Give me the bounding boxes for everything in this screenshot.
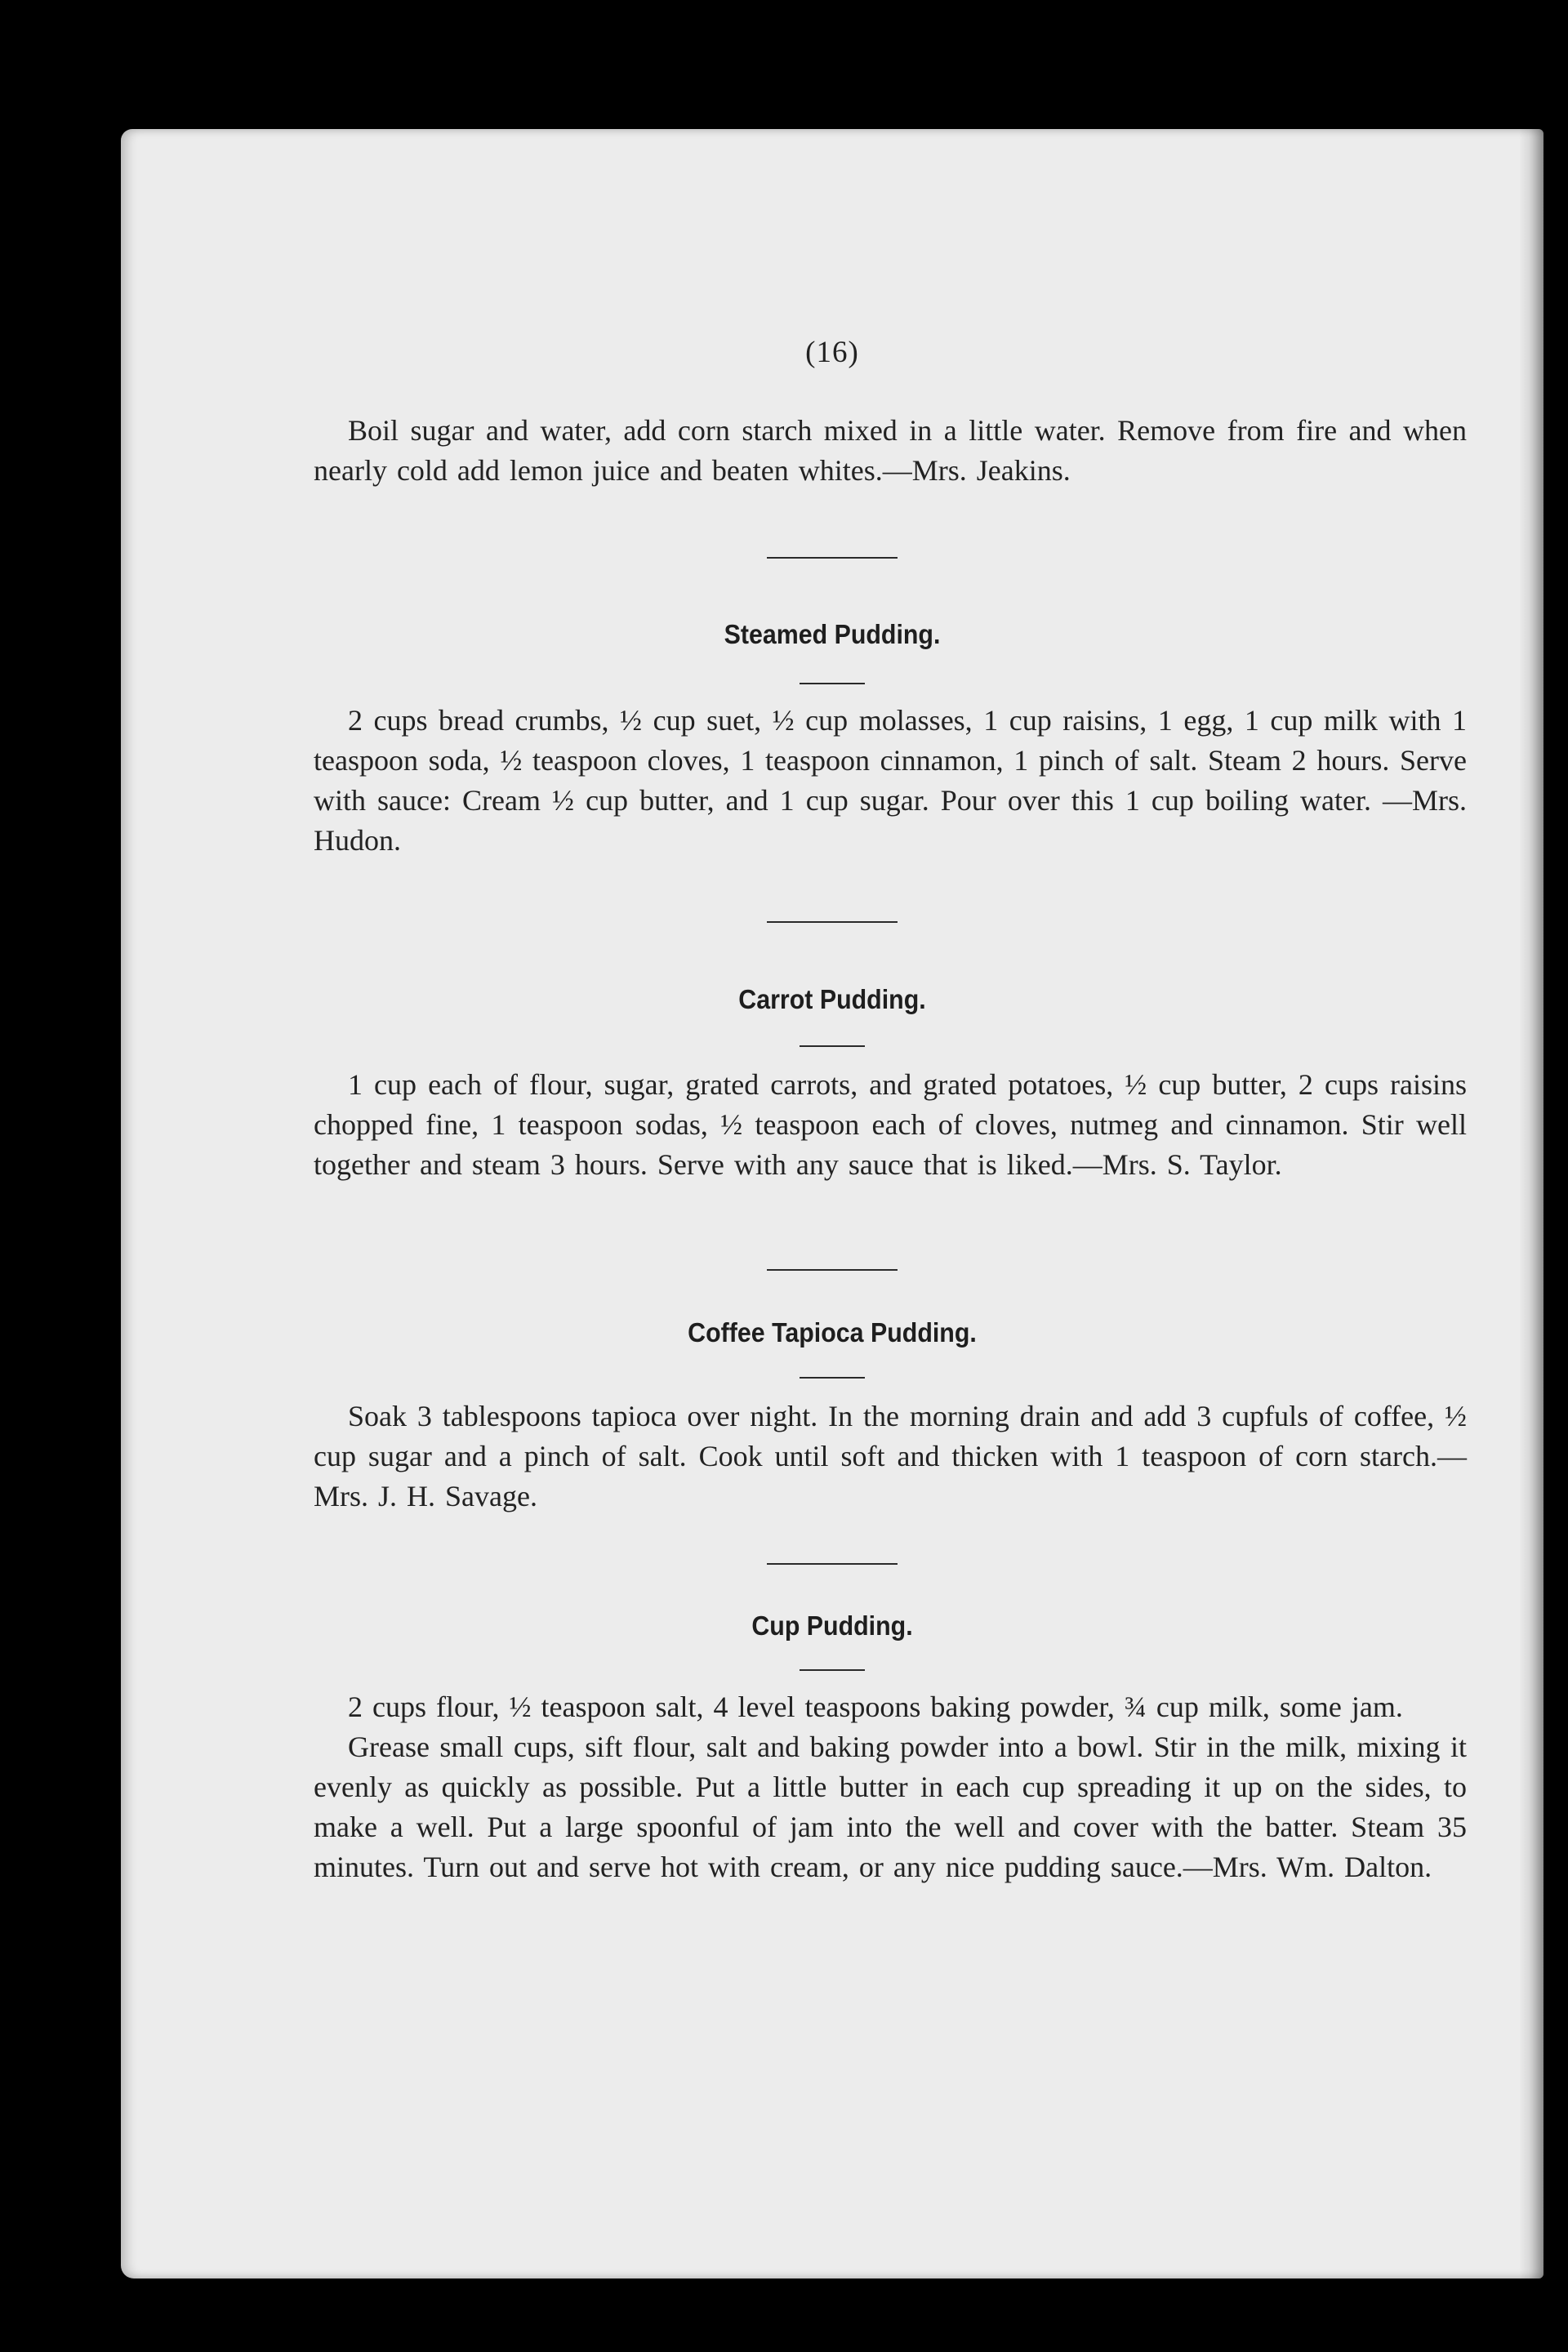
recipe-title-cup-pudding: Cup Pudding. [751,1610,913,1641]
page-number: (16) [805,336,859,369]
recipe-title-carrot-pudding: Carrot Pudding. [738,984,926,1014]
intro-paragraph-block [314,411,1467,491]
recipe-title-steamed-pudding: Steamed Pudding. [724,619,941,649]
section-separator [767,921,898,923]
recipe-body-carrot-pudding [314,1065,1467,1185]
recipe-body-coffee-tapioca-pudding [314,1396,1467,1517]
page-spine-shadow [1519,129,1544,2278]
recipe-body-cup-pudding [314,1687,1467,1887]
intro-paragraph: Boil sugar and water, add corn starch mixed in a little water. Remove from fire and when nearly cold add lemon juice and beaten whites.—Mrs. Jeakins. [314,414,1467,487]
section-separator [767,557,898,559]
recipe-paragraph: 1 cup each of flour, sugar, grated carrots, and grated potatoes, ½ cup butter, 2 cups raisins chopped fine, 1 teaspoon sodas, ½ teaspoon each of cloves, nutmeg and cinnamon. Stir well together and steam 3 hours. Serve with any sauce that is liked.—Mrs. S. Taylor. [314,1068,1467,1181]
section-separator [767,1563,898,1565]
title-underline [800,1045,865,1047]
section-separator [767,1269,898,1271]
recipe-title-coffee-tapioca-pudding: Coffee Tapioca Pudding. [688,1317,977,1348]
recipe-paragraph: Soak 3 tablespoons tapioca over night. In the morning drain and add 3 cupfuls of coffee, ½ cup sugar and a pinch of salt. Cook until soft and thicken with 1 teaspoon of corn starch.—Mrs. J. H. Savage. [314,1400,1467,1512]
title-underline [800,1669,865,1671]
recipe-paragraph: 2 cups flour, ½ teaspoon salt, 4 level teaspoons baking powder, ¾ cup milk, some jam. [348,1690,1403,1723]
title-underline [800,1377,865,1379]
book-page [121,129,1544,2278]
recipe-paragraph: 2 cups bread crumbs, ½ cup suet, ½ cup molasses, 1 cup raisins, 1 egg, 1 cup milk with 1 teaspoon soda, ½ teaspoon cloves, 1 teaspoon cinnamon, 1 pinch of salt. Steam 2 hours. Serve with sauce: Cream ½ cup butter, and 1 cup sugar. Pour over this 1 cup boiling water. —Mrs. Hudon. [314,704,1467,857]
recipe-paragraph: Grease small cups, sift flour, salt and baking powder into a bowl. Stir in the milk, mixing it evenly as quickly as possible. Put a little butter in each cup spreading it up on the sides, to make a well. Put a large spoonful of jam into the well and cover with the batter. Steam 35 minutes. Turn out and serve hot with cream, or any nice pudding sauce.—Mrs. Wm. Dalton. [314,1731,1467,1883]
title-underline [800,683,865,684]
recipe-body-steamed-pudding [314,701,1467,861]
